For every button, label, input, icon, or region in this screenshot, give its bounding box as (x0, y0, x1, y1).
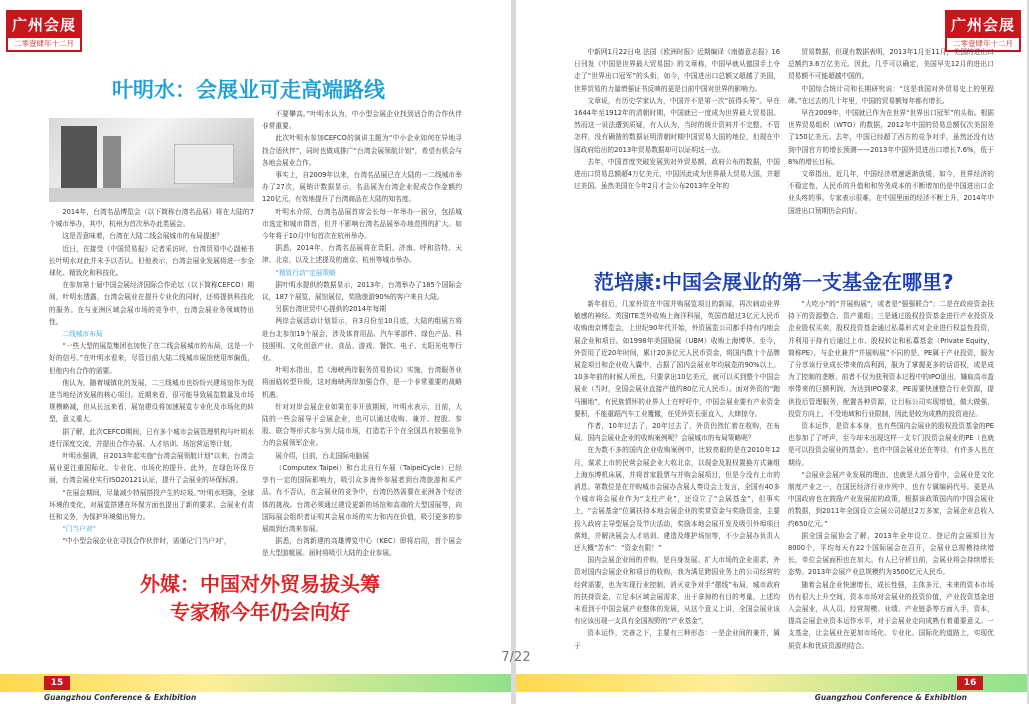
paragraph: 叶明水介绍，台湾名品展首席会长每一年举办一届分，包括城市选定和城市群首，但并不影响台湾名品展举办地范围的扩大。如今年将于10月中旬首次在杭州举办。 (262, 207, 462, 241)
paragraph: 叶明水指出，若《海峡两岸服务贸易协议》实施，台湾服务业将面临转型升级，这对海峡两岸加强合作，是一个非常重要的战略机遇。 (262, 366, 462, 399)
paragraph: 他认为，随着城镇化的发展，二三线城市也纷纷兴建场馆作为促进当地经济发展的核心项目。近期来看，很可能导致展览数量及市场规模略减，但从长远来看，展馆建设将加速展览专业化及市场化的转型，意义重大。 (49, 378, 254, 424)
paragraph: 两岸会展活动计划显示，自3月份至10月底，大陆的组展方将赴台北参加19个展会，涉及体育用品、汽车零部件、绿色产品、科技照明、文化创意产业、食品、游戏、餐饮、电子、太阳光电等行业。 (262, 317, 462, 363)
subheading: “精致行动”定展策略 (275, 268, 336, 277)
paragraph: 据全国会展协会了解，2013年全年设立、登记的会展项目为8000个，平均每天有22个国际展会在召开，会展业总规模持续增长，单位会展面积也在加大。有人已分析目前，会展业将会持续增长态势。2013年会展产业总规模约为3500亿元人民币。 (788, 531, 994, 577)
masthead-brand: 广州会展 (947, 12, 1019, 38)
paragraph: 国内会展企业间的并购，是自身发展、扩大市场的企业需求，外资对国内会展企业和项目的收购，我为满足跨国业务上的公司经营的经营需要，也为实现行业控制，消灭竞争对手“摆线”布局，城市政府的扶持资金，立足本区域会展需求，出于拿掉的有目的考量，上述均未看到于中国会展产业整体的发展，从这个意义上讲，全国会展业该有应该出现一支具有全国视野的“产业基金”， (574, 556, 780, 626)
paragraph: 作者，10年过去了，20年过去了，外资仍然忙着在收购，在布局，国内会展业企业的收购案例呢？会展城市的布局策略呢？ (574, 422, 780, 443)
masthead-logo (6, 10, 82, 52)
paragraph: “会展业会展产业发展的理由，也就是大部分看中，会展业是文化制度产业之一，在国民经济行业序列中，也有专属编码代号。更是从中国政府也在鼓励产业发展前的政策，根据该政策国内的中国会展业的数据，到2011年全国设立会展公司超过2万多家，会展企业总收入约650亿元。” (788, 470, 994, 528)
footer-right (516, 674, 1027, 704)
paragraph: 2014年，台湾名品博览会（以下简称台湾名品展）将在大陆的7个城市举办，其中，杭州为首次举办此类展会。 (49, 208, 254, 229)
paragraph: 在参加第十届中国会展经济国际合作论坛（以下简称CEFCO）期间，叶明水透露，台湾会展业在提升专业化的同时，还将提供科技化的服务。在与亚洲区域会展市场的竞争中，台湾会展业务领域特出性。 (49, 281, 254, 326)
paragraph: 资本运作，完善之下，主要有三种形态：一是企业间的兼并，属于 (574, 629, 780, 650)
paragraph: 据了解，此次CEFCO期间，已有多个城市会展管理机构与叶明水进行深度交流，并提出合作办展、人才培训、场馆营运等计划。 (49, 427, 254, 448)
paragraph: “在展会期间，尽量减少特展搭投产生的垃圾。”叶明水坦陈，全球环境的变化，对展览搭建在环保方面也提出了新的要求，会展业有责任和义务，为保护环境做出努力。 (49, 488, 254, 522)
headline-foreign-trade-main: 外媒：中国对外贸易拔头筹 (140, 572, 380, 596)
article-column-trade-1 (574, 46, 780, 256)
article-column-left-1 (49, 206, 254, 566)
article-column-left-2 (262, 108, 462, 558)
paragraph: 事实上，自2009年以来，台湾名品展已在大陆的一二线城市举办了27次，展销计数据显示，名品展为台湾企业促成合作金额约120亿元，有效地提升了台湾商品在大陆的知名度。 (262, 171, 462, 204)
masthead-date: 二零壹肆年十二月 (953, 39, 1013, 48)
paragraph: “一些大型的展览集团也加快了在二线会展城市的布局，这是一个好的信号。”在叶明水看来，尽管目前大陆二线城市展馆使用率偏低，但他内有合作的需要。 (49, 342, 254, 375)
left-page (0, 0, 511, 704)
paragraph: “中小型会展企业在寻找合作伙伴时，需谨记‘门当户对’， (62, 537, 231, 546)
subheading: 二线城市布局 (62, 330, 103, 339)
paragraph: 文章说，有历史学家认为，中国并不是第一次“拔得头筹”。早在1644年至1912年的清朝时期，中国就已一度成为世界最大贸易国。然而这一说法遭到质疑，有人认为，当时的统计资料并不完整。不管怎样，没有确凿的数据证明清朝时期中国贸易大国的地位，但现在中国政府给出的2013年贸易数据却可以证明这一点。 (574, 96, 780, 154)
paragraph: （Computex Taipei）和台北自行车展（TaipeiCycle）已经享有一定的国际影响力，吸引众多海外参展者到台湾旅游和买产品。有不否认，在会展业的竞争中，台湾仍然需要在亚洲各个经济体的挑战。台湾必须通过建设更新的场馆和高端的大型国展等，向国际展会组织者证明其会展市场的实力和内在价值，吸引更多的参展商到台湾来参展。 (262, 463, 462, 533)
paragraph: 去年，中国首度突破发展到对外贸易额，政府公布的数据，中国进出口贸易总额超4万亿美元，中国因此成为世界最大贸易大国，并超过美国。虽然美国在今年2月才会公布2013年全年的 (574, 157, 780, 191)
masthead-date: 二零壹肆年十二月 (14, 39, 74, 48)
paragraph: 这是否意味着，台湾在大陆二线会展城市的布局提速？ (62, 232, 223, 241)
page-number-right: 16 (957, 676, 983, 690)
paragraph: 近日，在接受《中国贸易报》记者采访时，台湾贸易中心副秘书长叶明水对此并未予以否认。但他表示，台湾会展业发展将进一步全球化、精致化和科技化。 (49, 244, 254, 278)
paragraph: 贸易数据，但现有数据表明，2013年1月至11月，美国的进出口总额约3.6万亿美元。因此，几乎可以确定，美国早先12月的进出口贸易额不可能超越中国的。 (788, 48, 994, 81)
article-column-trade-2 (788, 46, 994, 256)
photo-wall-shape (61, 126, 97, 194)
footer-text-right: Guangzhou Conference & Exhibition (814, 693, 967, 702)
paragraph: 据叶明水提供的数据显示，2013年，台湾举办了185个国际会议，187个展览，展馆展位，奖励旅游90%的客户来自大陆。 (262, 280, 462, 302)
article-column-fund-2 (788, 298, 994, 648)
paragraph: “大吃小”的“并展购展”，或者是“强强联合”；二是在政府资金扶持下的资源整合、资产重组；三是通过股权投资基金进行产业投资及企业股权买卖，股权投资基金通过私募形式对企业进行权益性投资，并利用于持有后通过上市、股权转让和私募基金（Private Equity，简称PE），与企业兼并“并展购展”不同的是，PE属于产业投资，服为了分享该行业成长带来的高利润，服为了掌握更多的话语权，或是成为了控制的垄断，前者不仅为获利资本过程中的IPO退出，嫌取高市盈率带来的巨额利润，为达到IPO要求，PE需要快速整合行业资源，提供投后管理服务，配置各种资源，让目标公司实现增值，做大做强，投资方向上，不受地域和行业限制，因此是较为成熟的投资途径。 (788, 300, 994, 418)
article-title-fan: 范培康:中国会展业的第一支基金在哪里? (594, 270, 954, 294)
paragraph: 在为数不多的国内企业收购案例中，比较亮眼的是在2010年12月，谋求上市的民营会展企业大收北京，以现金及股权置换方式兼组上海东博机床展，并将首家股票与并购会展项目，但是今没有上市的消息。第数位是在并购城市会展办含展人奏设会上发言，全国有40多个城市将会展业作为“支柱产业”，还设立了“会展基金”，但事实上，“会展基金”位属扶持本地会展企业的奖赏资金与奖励资金，主要投入政府主导型展会及节庆活动，奖励本地会展开发及吸引外埠项目落地，并解决展会人才培训、建造及维护场馆等，不少会展办负责人还大概“苦水”：“资金有限！” (574, 446, 780, 553)
paragraph: 新年前后，几家外资在中国并购展览项目的新闻，再次刺动业界敏感的神经。英国ITE芝外收购上海洋科展，英国首超过3亿元人民币收购南京博览会，上世纪90年代开始，外资展览公司都手持有内地会展企业和项目。如1998年美国励展（UBM）收购上海博华。至今，外资用了近20年时间，累计20多亿元人民币资金，将国内数十个品牌展览项目和企业收入囊中，占据了国内会展业年均展览的90%以上。10多年前的时候人所也，只要拿出10亿美元，就可以买到整个中国会展业（当时，全国会展业直接产值约80亿元人民币）。面对外资的“跑马圈地”，有民族情怀的业界人士在呼吁中，中国会展业要有产业资金要积，不能重蹈汽车工业覆辙，任凭外资长驱直入，大肆掠夺。 (574, 300, 780, 418)
paragraph: 随着会展企业快速增长，成长性强，主体多元，未来的资本市场仍有很大上升空间，资本市场对会展业的投资价值，产业投资基金进入会展业，从人员、经营规模、业绩、产业链条等方面入手，资本，提高会展企业资本运作水平，对于会展业走向成熟有着重要意义。一支基金，让会展业在更加市场化、专业化、国际化的道路上，实现优质资本和优质资源的结合。 (788, 580, 994, 650)
right-page (516, 0, 1027, 704)
paragraph: 据悉，台湾新建的高雄博览中心（KEC）即将启用，首个展会是大型游艇展。届时将吸引大陆的企业参展。 (262, 537, 462, 558)
footer-band (0, 674, 511, 692)
photo-floor-shape (49, 188, 254, 202)
paragraph: 针对对岸会展企业如果在非开放期间，叶明水表示，目前，大陆的一些会展导于会展企业，也可以通过收购、兼并、控股、参股、联合等形式参与到大陆市场，打造若干个在全国具有较强竞争力的会展领军企业。 (262, 402, 462, 448)
paragraph: 叶明水强调，自2013年起实施“台湾会展领航计划”以来，台湾会展业更注重国际化、专业化、市场化的提升。此外，在绿色环保方面，台湾会展业实行ISO20121认证，提升了会展业的环保标准。 (49, 452, 254, 485)
paragraph: 不要攀高。”叶明水认为，中小型会展企业找到适合的合作伙伴非常重要。 (262, 110, 462, 131)
paragraph: 据悉，2014年，台湾名品展将在贵阳、济南、呼和浩特、天津、北京，以及上述提及的南京、杭州等城市举办。 (262, 244, 462, 265)
footer-left (0, 674, 511, 704)
paragraph: 资本运作，是资本本身，也有些国内会展业的股权投资基金的PE也参加了了呼声，至今却未出现这样一支专门投资会展业的PE（也就是可以投资会展业的基金）。也许中国会展业还在等待，有许多人也在期待。 (788, 422, 994, 467)
article-title-ye: 叶明水：会展业可走高端路线 (112, 78, 385, 102)
subheading: “门当户对” (62, 525, 97, 534)
headline-foreign-trade-sub: 专家称今年仍会向好 (170, 600, 350, 624)
paragraph: 早在2009年，中国就已作为在世界“世界出口冠军”的头衔。根据世界贸易组织（WTO）的数据，2012年中国的贸易总额仅次美国差了150亿美元。去年，中国已经超了西方的竞争对手，虽然还没有达到中国官方的增长预测——2013年中国外贸进出口增长7.6%，低于8%的增长目标。 (788, 109, 994, 166)
paragraph: 中国综合统计司和长期研究说：“这是我国对外贸易史上的里程碑。”在过去的几十年里，中国的贸易额每年都有增长。 (788, 84, 994, 105)
page-number-left: 15 (44, 676, 70, 690)
viewer-page-counter: 7/22 (501, 650, 531, 665)
photo-stand-shape (174, 144, 234, 184)
paragraph: 此次叶明水参加CEFCO的演讲主题为“中小企业如何在异地寻找合适伙伴”，同时也做成推广“台湾会展领航计划”，希望有机会与各地会展业合作。 (262, 134, 462, 167)
exhibition-photo (49, 118, 254, 202)
photo-wall-shape-2 (103, 136, 121, 192)
headline-foreign-trade (100, 570, 420, 626)
masthead-brand: 广州会展 (8, 12, 80, 38)
footer-text-left: Guangzhou Conference & Exhibition (44, 693, 197, 702)
article-column-fund-1 (574, 298, 780, 648)
paragraph: 中新网1月22日电 法国《欧洲时报》近期编译《南德意志报》16日刊发《中国是世界最大贸易国》的文章称，中国早就从德国手上夺走了“世界出口冠军”的头衔，如今，中国进出口总额又超越了美国，世界贸易的力量增强证书反映的更是目前中国对世界的影响力。 (574, 48, 780, 93)
paragraph: 展介绍，目前，台北国际电脑展 (275, 451, 370, 460)
paragraph: 文章指出，近几年，中国经济增速逐渐放缓，如今，世界经济的不稳定性，人民币的升值和和劳务成本的不断增加仍是中国进出口企业头疼的事。专家表示很难，在中国里面的经济不断上升，2014年中国进出口预期仍会向好。 (788, 170, 994, 215)
footer-band (516, 674, 1027, 692)
paragraph: 另据台湾世贸中心提供的2014年每期 (275, 305, 387, 314)
